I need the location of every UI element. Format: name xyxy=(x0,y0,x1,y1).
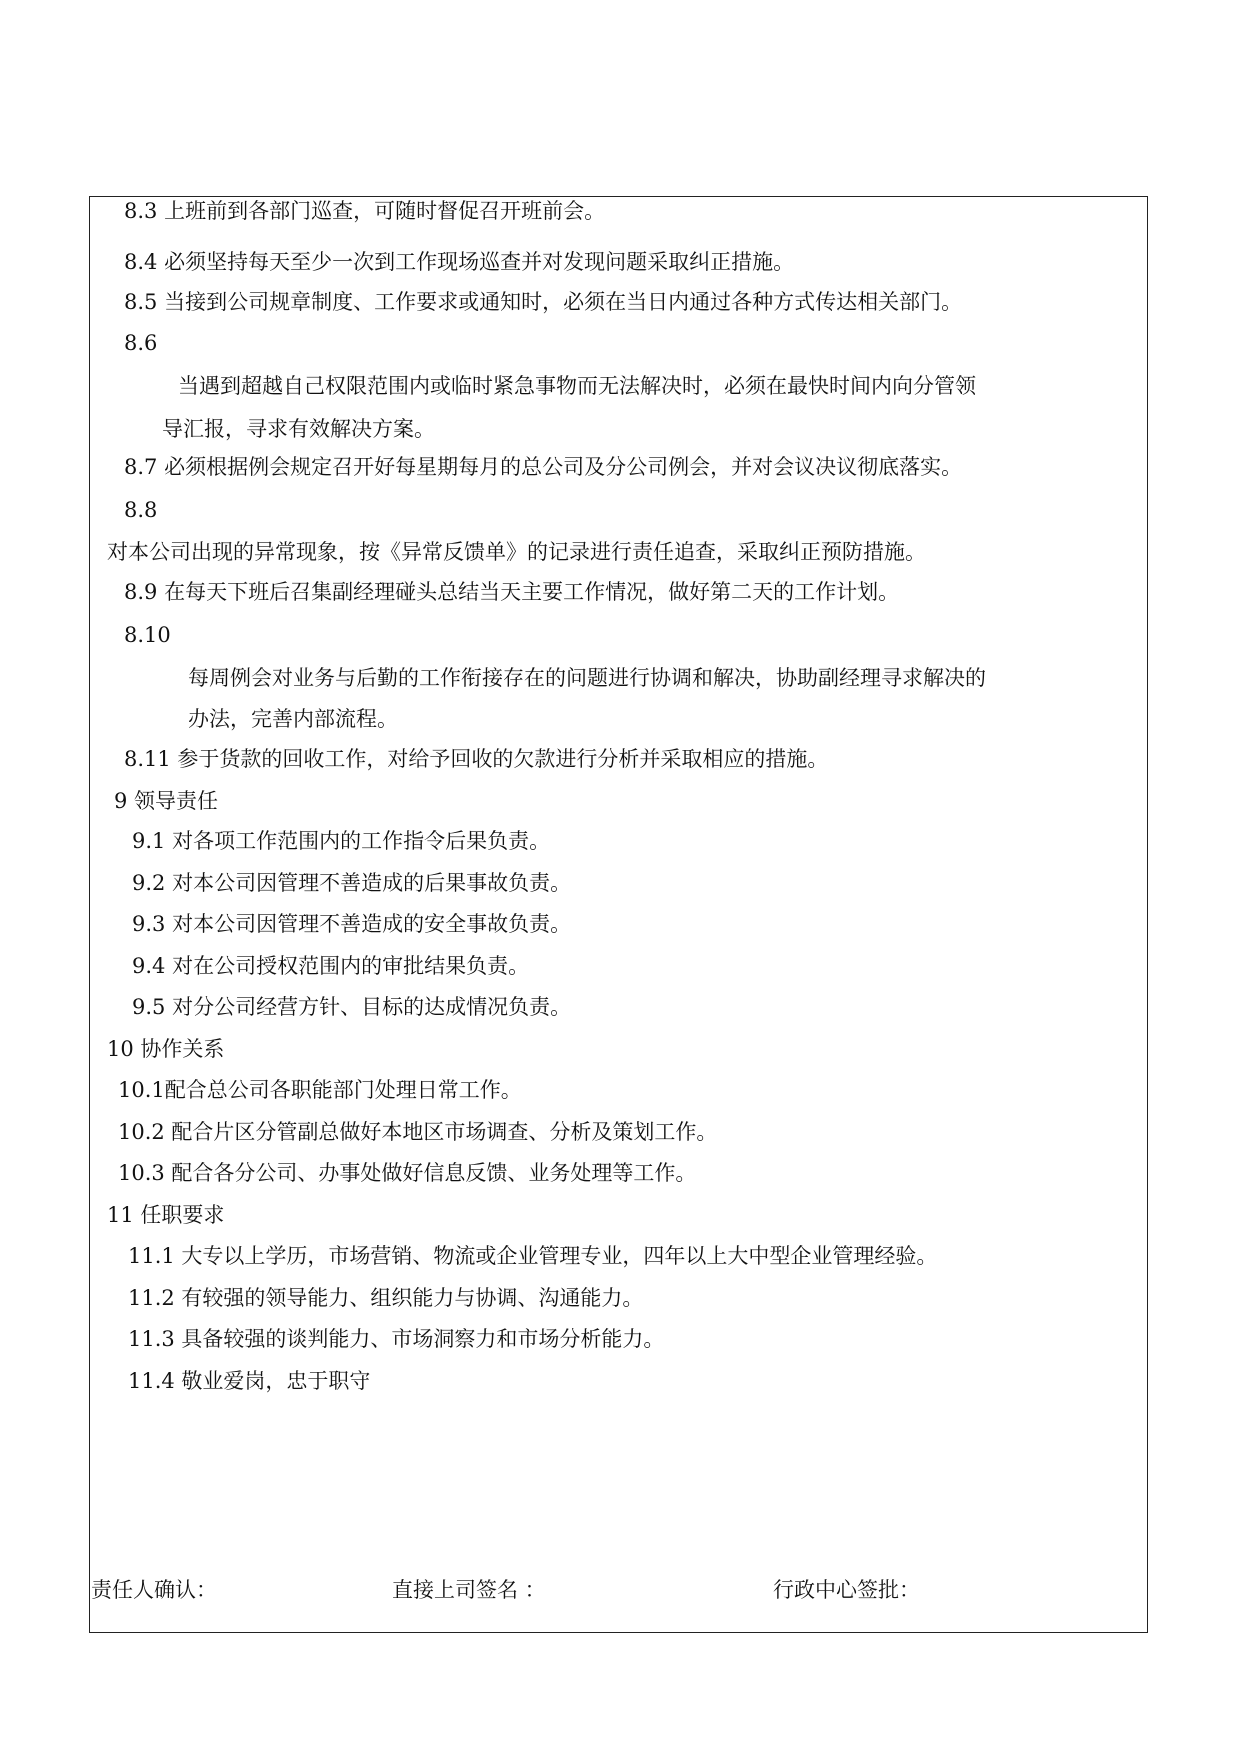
clause-8-3: 8.3 上班前到各部门巡查，可随时督促召开班前会。 xyxy=(124,199,606,223)
clause-8-10-number: 8.10 xyxy=(124,623,171,647)
clause-8-7: 8.7 必须根据例会规定召开好每星期每月的总公司及分公司例会，并对会议决议彻底落实。 xyxy=(124,455,963,479)
clause-8-4: 8.4 必须坚持每天至少一次到工作现场巡查并对发现问题采取纠正措施。 xyxy=(124,250,795,274)
clause-8-8-number: 8.8 xyxy=(124,498,158,522)
admin-center-approval-label: 行政中心签批： xyxy=(773,1578,920,1602)
clause-10-3: 10.3 配合各分公司、办事处做好信息反馈、业务处理等工作。 xyxy=(118,1161,697,1185)
clause-8-6-line2: 导汇报，寻求有效解决方案。 xyxy=(162,417,435,441)
section-10-heading: 10 协作关系 xyxy=(107,1037,225,1061)
clause-8-9: 8.9 在每天下班后召集副经理碰头总结当天主要工作情况，做好第二天的工作计划。 xyxy=(124,580,900,604)
clause-8-6-number: 8.6 xyxy=(124,331,158,355)
clause-9-5: 9.5 对分公司经营方针、目标的达成情况负责。 xyxy=(132,995,572,1019)
clause-10-2: 10.2 配合片区分管副总做好本地区市场调查、分析及策划工作。 xyxy=(118,1120,718,1144)
section-11-heading: 11 任职要求 xyxy=(107,1203,225,1227)
clause-10-1: 10.1配合总公司各职能部门处理日常工作。 xyxy=(118,1078,522,1102)
clause-11-2: 11.2 有较强的领导能力、组织能力与协调、沟通能力。 xyxy=(128,1286,644,1310)
clause-8-10-line2: 办法，完善内部流程。 xyxy=(188,707,398,731)
clause-9-3: 9.3 对本公司因管理不善造成的安全事故负责。 xyxy=(132,912,572,936)
section-9-heading: 9 领导责任 xyxy=(114,789,219,813)
clause-8-6-line1: 当遇到超越自己权限范围内或临时紧急事物而无法解决时，必须在最快时间内向分管领 xyxy=(178,374,976,398)
clause-9-1: 9.1 对各项工作范围内的工作指令后果负责。 xyxy=(132,829,551,853)
clause-8-11: 8.11 参于货款的回收工作，对给予回收的欠款进行分析并采取相应的措施。 xyxy=(124,747,829,771)
clause-11-1: 11.1 大专以上学历，市场营销、物流或企业管理专业，四年以上大中型企业管理经验。 xyxy=(128,1244,938,1268)
clause-8-5: 8.5 当接到公司规章制度、工作要求或通知时，必须在当日内通过各种方式传达相关部门。 xyxy=(124,290,963,314)
clause-8-8-line1: 对本公司出现的异常现象，按《异常反馈单》的记录进行责任追查，采取纠正预防措施。 xyxy=(107,540,926,564)
responsible-person-confirm-label: 责任人确认： xyxy=(91,1578,217,1602)
clause-11-3: 11.3 具备较强的谈判能力、市场洞察力和市场分析能力。 xyxy=(128,1327,665,1351)
clause-11-4: 11.4 敬业爱岗，忠于职守 xyxy=(128,1369,371,1393)
direct-supervisor-signature-label: 直接上司签名 ： xyxy=(392,1578,546,1602)
clause-9-2: 9.2 对本公司因管理不善造成的后果事故负责。 xyxy=(132,871,572,895)
clause-8-10-line1: 每周例会对业务与后勤的工作衔接存在的问题进行协调和解决，协助副经理寻求解决的 xyxy=(188,666,986,690)
clause-9-4: 9.4 对在公司授权范围内的审批结果负责。 xyxy=(132,954,530,978)
